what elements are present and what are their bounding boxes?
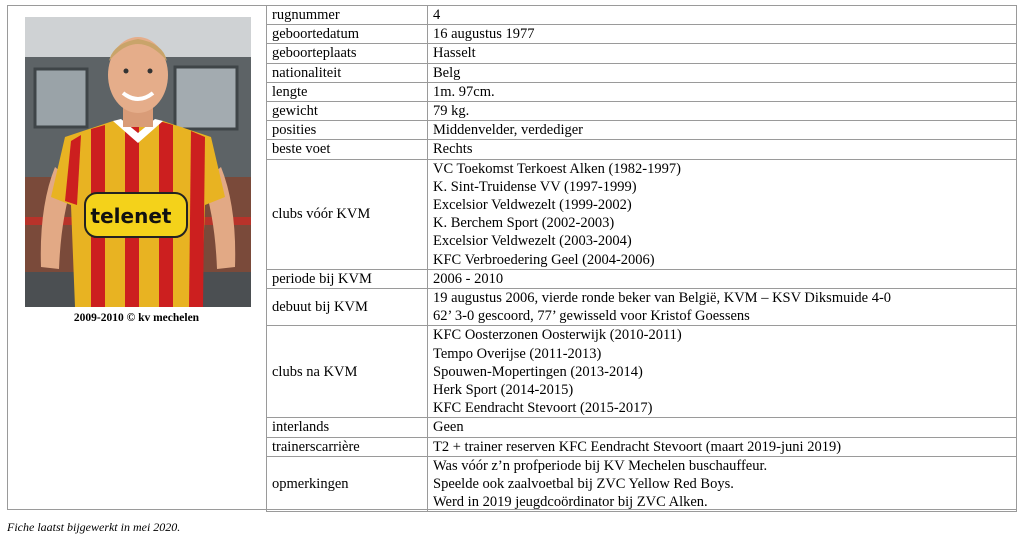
info-row — [267, 159, 1017, 269]
value-line: Speelde ook zaalvoetbal bij ZVC Yellow Red Boys. — [433, 476, 734, 493]
field-value — [428, 25, 1017, 44]
field-value — [428, 44, 1017, 63]
field-value — [428, 102, 1017, 121]
value-line: K. Berchem Sport (2002-2003) — [433, 215, 615, 232]
field-label: interlands — [267, 418, 428, 437]
value-line: Tempo Overijse (2011-2013) — [433, 345, 602, 362]
info-row — [267, 121, 1017, 140]
info-row — [267, 289, 1017, 326]
field-label: debuut bij KVM — [267, 289, 428, 326]
info-row — [267, 63, 1017, 82]
field-value — [428, 140, 1017, 159]
value-line: Geen — [433, 419, 464, 436]
field-label: gewicht — [267, 102, 428, 121]
field-label: clubs na KVM — [267, 326, 428, 418]
field-label: lengte — [267, 82, 428, 101]
footer-note: Fiche laatst bijgewerkt in mei 2020. — [7, 520, 181, 534]
player-info-table — [266, 5, 1017, 512]
field-value — [428, 326, 1017, 418]
field-label: posities — [267, 121, 428, 140]
value-line: Excelsior Veldwezelt (1999-2002) — [433, 197, 632, 214]
info-row — [267, 456, 1017, 512]
value-line: T2 + trainer reserven KFC Eendracht Stevoort (maart 2019-juni 2019) — [433, 438, 842, 455]
photo-caption: 2009-2010 © kv mechelen — [73, 312, 200, 324]
value-line: 1m. 97cm. — [433, 83, 495, 100]
value-line: Middenvelder, verdediger — [433, 122, 583, 139]
value-line: KFC Eendracht Stevoort (2015-2017) — [433, 400, 653, 417]
info-row — [267, 140, 1017, 159]
info-row — [267, 418, 1017, 437]
player-photo — [25, 17, 251, 307]
photo-column — [7, 5, 266, 510]
field-label: geboortedatum — [267, 25, 428, 44]
sponsor-text: telenet — [90, 204, 172, 228]
value-line: 79 kg. — [433, 103, 470, 120]
value-line: 4 — [433, 7, 441, 23]
field-value — [428, 456, 1017, 512]
value-line: 19 augustus 2006, vierde ronde beker van België, KVM – KSV Diksmuide 4-0 — [433, 290, 892, 307]
value-line: 16 augustus 1977 — [433, 26, 535, 43]
value-line: Werd in 2019 jeugdcoördinator bij ZVC Alken. — [433, 494, 708, 511]
field-value — [428, 289, 1017, 326]
field-label: geboorteplaats — [267, 44, 428, 63]
value-line: Rechts — [433, 141, 473, 158]
field-value — [428, 82, 1017, 101]
field-label: nationaliteit — [267, 63, 428, 82]
info-row — [267, 44, 1017, 63]
info-row — [267, 102, 1017, 121]
info-row — [267, 269, 1017, 288]
info-row — [267, 25, 1017, 44]
field-label: rugnummer — [267, 6, 428, 25]
field-label: periode bij KVM — [267, 269, 428, 288]
value-line: Belg — [433, 64, 461, 81]
value-line: 62’ 3-0 gescoord, 77’ gewisseld voor Kristof Goessens — [433, 308, 750, 325]
info-row — [267, 82, 1017, 101]
value-line: Spouwen-Mopertingen (2013-2014) — [433, 363, 643, 380]
value-line: 2006 - 2010 — [433, 270, 504, 287]
info-row — [267, 6, 1017, 25]
field-value — [428, 121, 1017, 140]
field-value — [428, 269, 1017, 288]
field-label: trainerscarrière — [267, 437, 428, 456]
value-line: Herk Sport (2014-2015) — [433, 382, 574, 399]
value-line: KFC Verbroedering Geel (2004-2006) — [433, 251, 655, 268]
value-line: Hasselt — [433, 45, 476, 62]
value-line: K. Sint-Truidense VV (1997-1999) — [433, 178, 637, 195]
value-line: Was vóór z’n profperiode bij KV Mechelen buschauffeur. — [433, 457, 768, 474]
field-label: opmerkingen — [267, 456, 428, 512]
info-row — [267, 326, 1017, 418]
value-line: KFC Oosterzonen Oosterwijk (2010-2011) — [433, 327, 682, 344]
value-line: Excelsior Veldwezelt (2003-2004) — [433, 233, 632, 250]
field-value — [428, 418, 1017, 437]
field-value — [428, 159, 1017, 269]
field-label: clubs vóór KVM — [267, 159, 428, 269]
field-value — [428, 6, 1017, 25]
field-value — [428, 437, 1017, 456]
field-value — [428, 63, 1017, 82]
field-label: beste voet — [267, 140, 428, 159]
info-row — [267, 437, 1017, 456]
value-line: VC Toekomst Terkoest Alken (1982-1997) — [433, 160, 681, 177]
